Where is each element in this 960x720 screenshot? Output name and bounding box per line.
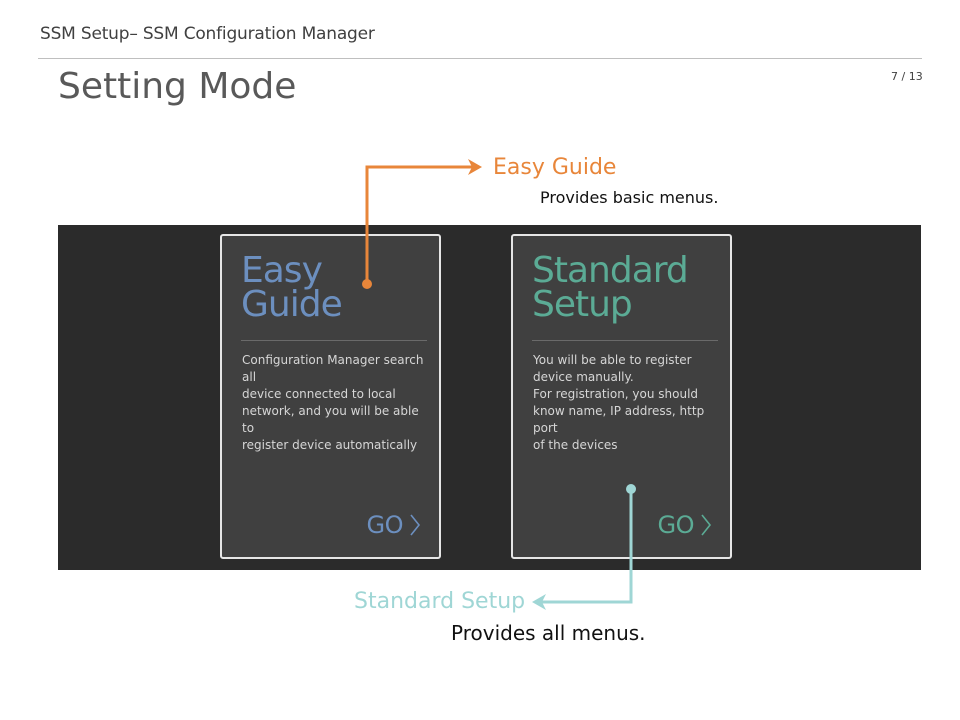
standard-setup-callout-description: Provides all menus. xyxy=(451,621,646,645)
easy-guide-card-title xyxy=(241,250,342,325)
chevron-right-icon xyxy=(409,513,421,537)
go-label: GO xyxy=(366,511,403,539)
description-line: device connected to local xyxy=(242,387,396,401)
easy-guide-callout-title: Easy Guide xyxy=(493,155,617,180)
easy-guide-card[interactable] xyxy=(220,234,441,559)
description-line: device manually. xyxy=(533,370,634,384)
standard-setup-callout-title: Standard Setup xyxy=(354,589,526,614)
easy-guide-title-line-2: Guide xyxy=(241,284,342,325)
easy-guide-title-line-1: Easy xyxy=(241,250,322,291)
chevron-right-icon xyxy=(700,513,712,537)
description-line: of the devices xyxy=(533,438,618,452)
standard-setup-title-line-2: Setup xyxy=(532,284,632,325)
setting-mode-screen xyxy=(58,225,921,570)
card-divider xyxy=(532,340,718,341)
description-line: For registration, you should xyxy=(533,387,699,401)
arrow-left-icon xyxy=(532,594,546,610)
page-number: 7 / 13 xyxy=(891,70,923,83)
arrow-right-icon xyxy=(468,159,482,175)
standard-setup-card-title xyxy=(532,250,688,325)
easy-guide-go-button[interactable] xyxy=(367,511,422,539)
document-header: SSM Setup– SSM Configuration Manager xyxy=(40,24,375,44)
description-line: network, and you will be able to xyxy=(242,404,419,435)
description-line: know name, IP address, http port xyxy=(533,404,705,435)
page-title: Setting Mode xyxy=(58,66,297,107)
description-line: You will be able to register xyxy=(533,353,692,367)
standard-setup-card[interactable] xyxy=(511,234,732,559)
standard-setup-card-description xyxy=(533,352,723,454)
description-line: Configuration Manager search all xyxy=(242,353,424,384)
card-divider xyxy=(241,340,427,341)
go-label: GO xyxy=(657,511,694,539)
easy-guide-callout-description: Provides basic menus. xyxy=(540,188,719,207)
standard-setup-go-button[interactable] xyxy=(658,511,713,539)
description-line: register device automatically xyxy=(242,438,418,452)
standard-setup-title-line-1: Standard xyxy=(532,250,688,291)
easy-guide-card-description xyxy=(242,352,432,454)
header-divider xyxy=(38,58,922,59)
